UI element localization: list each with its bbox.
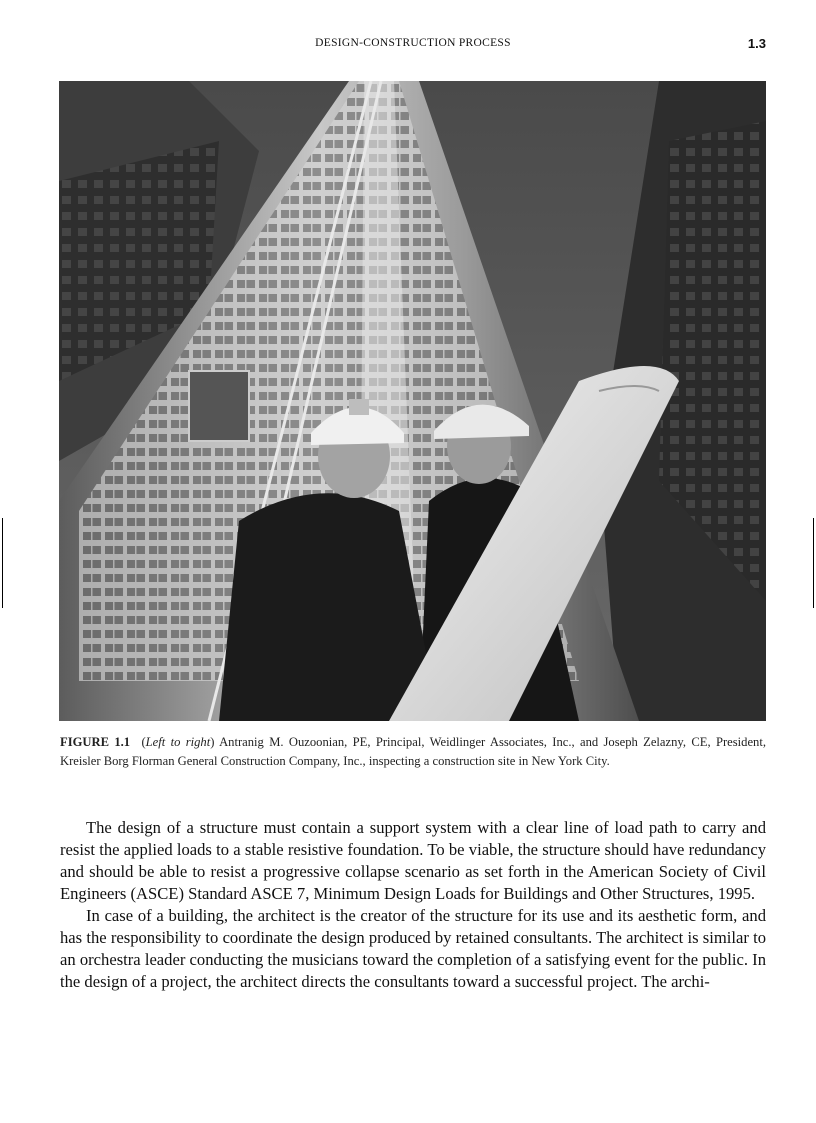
running-header (60, 36, 766, 54)
caption-italic: Left to right (145, 735, 211, 749)
paragraph-1: The design of a structure must contain a support system with a clear line of load path to carry and resist the applied loads to a stable resistive foundation. To be viable, the structure should have redundancy and should be able to resist a progressive collapse scenario as set forth in the American Society of Civil Engineers (ASCE) Standard ASCE 7, Minimum Design Loads for Buildings and Other Structures, 1995. (60, 818, 766, 903)
figure-photo (59, 81, 766, 721)
caption-text: ) Antranig M. Ouzoonian, PE, Principal, Weidlinger Associates, Inc., and Joseph Zelazny, CE, President, Kreisler Borg Florman General Construction Company, Inc., inspecting a construction site in New York City. (60, 735, 766, 768)
page-number: 1.3 (747, 36, 766, 51)
photo-illustration (59, 81, 766, 721)
hoist-cage (189, 371, 249, 441)
page-edge-mark-right (813, 518, 814, 608)
figure-caption (60, 733, 766, 771)
body-text (60, 817, 766, 993)
running-title: DESIGN-CONSTRUCTION PROCESS (315, 37, 511, 49)
caption-paren-open: ( (141, 735, 146, 749)
page-edge-mark-left (2, 518, 3, 608)
paragraph-2: In case of a building, the architect is the creator of the structure for its use and its aesthetic form, and has the responsibility to coordinate the design produced by retained consultants. The architect is similar to an orchestra leader conducting the musicians toward the completion of a satisfying event for the public. In the design of a project, the architect directs the consultants toward a successful project. The archi- (60, 906, 766, 991)
figure-label: FIGURE 1.1 (60, 735, 131, 749)
